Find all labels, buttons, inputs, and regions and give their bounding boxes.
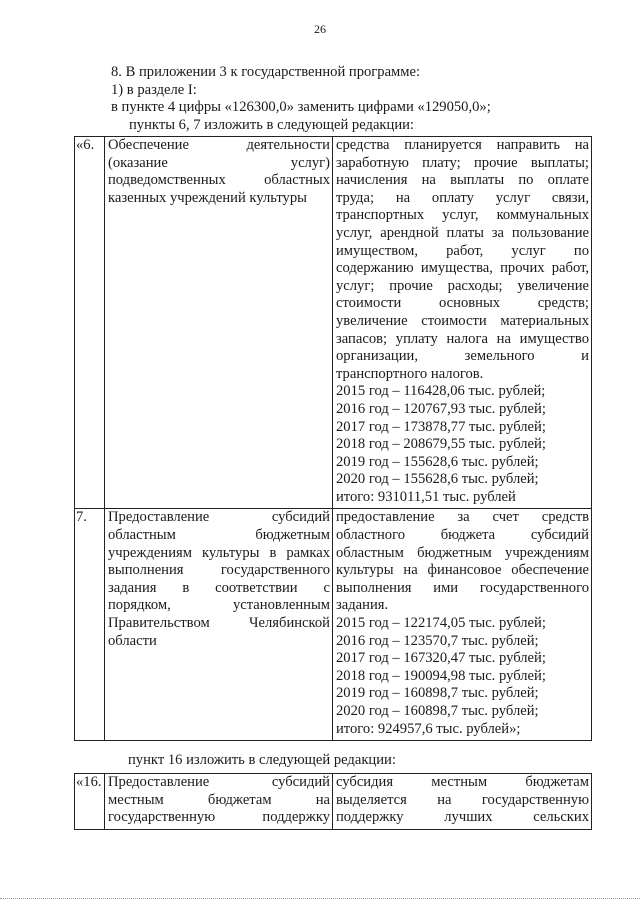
total-amount: итого: 931011,51 тыс. рублей <box>336 488 516 505</box>
intro-text <box>111 64 601 134</box>
name-line: (оказание услуг) <box>108 154 330 171</box>
year-amount: 2018 год – 208679,55 тыс. рублей; <box>336 436 546 453</box>
item16-instruction: пункт 16 изложить в следующей редакции: <box>128 752 396 768</box>
intro-line-3: в пункте 4 цифры «126300,0» заменить цифрами «129050,0»; <box>111 99 491 115</box>
intro-line-1: 8. В приложении 3 к государственной программе: <box>111 64 421 80</box>
name-line: области <box>108 632 157 649</box>
row-number: «16. <box>75 774 105 830</box>
year-amount: 2015 год – 116428,06 тыс. рублей; <box>336 383 546 400</box>
desc-line: начисления на выплаты по оплате <box>336 172 589 189</box>
desc-line: услуг, арендной платы за пользование <box>336 224 589 241</box>
desc-line: имуществом, работ, услуг по <box>336 242 589 259</box>
table-row <box>75 509 592 741</box>
year-amount: 2016 год – 123570,7 тыс. рублей; <box>336 632 539 649</box>
name-line: задания в соответствии с <box>108 579 330 596</box>
name-line: порядком, установленным <box>108 597 330 614</box>
desc-line: труда; на оплату услуг связи, <box>336 189 589 206</box>
desc-line: задания. <box>336 597 389 614</box>
row-description <box>333 509 592 741</box>
row-name <box>105 137 333 509</box>
intro-line-2: 1) в разделе I: <box>111 81 197 98</box>
desc-line: культуры на финансовое обеспечение <box>336 562 589 579</box>
total-amount: итого: 924957,6 тыс. рублей»; <box>336 720 521 737</box>
name-line: местным бюджетам на <box>108 791 330 808</box>
table-row <box>75 774 592 830</box>
name-line: Предоставление субсидий <box>108 774 330 790</box>
desc-line: субсидия местным бюджетам <box>336 774 589 790</box>
desc-line: организации, земельного и <box>336 348 589 365</box>
name-line: подведомственных областных <box>108 172 330 189</box>
name-line: государственную поддержку <box>108 809 330 826</box>
year-amount: 2018 год – 190094,98 тыс. рублей; <box>336 667 546 684</box>
desc-line: выделяется на государственную <box>336 791 589 808</box>
desc-line: областного бюджета субсидий <box>336 527 589 544</box>
row-description <box>333 774 592 830</box>
desc-line: содержанию имущества, прочих работ, <box>336 260 589 277</box>
year-amount: 2020 год – 155628,6 тыс. рублей; <box>336 471 539 488</box>
desc-line: транспортных услуг, коммунальных <box>336 207 589 224</box>
page-number: 26 <box>314 22 326 36</box>
desc-line: стоимости основных средств; <box>336 295 589 312</box>
row-name <box>105 509 333 741</box>
desc-line: увеличение стоимости материальных <box>336 312 589 329</box>
name-line: Предоставление субсидий <box>108 509 330 526</box>
year-amount: 2015 год – 122174,05 тыс. рублей; <box>336 615 546 632</box>
page-bottom-edge <box>0 898 640 899</box>
program-table-continued <box>74 773 592 830</box>
desc-line: заработную плату; прочие выплаты; <box>336 154 589 171</box>
row-description <box>333 137 592 509</box>
desc-line: средства планируется направить на <box>336 137 589 153</box>
desc-line: предоставление за счет средств <box>336 509 589 526</box>
year-amount: 2017 год – 173878,77 тыс. рублей; <box>336 418 546 435</box>
table-row <box>75 137 592 509</box>
name-line: Правительством Челябинской <box>108 615 330 632</box>
name-line: областным бюджетным <box>108 527 330 544</box>
row-number: 7. <box>75 509 105 741</box>
year-amount: 2019 год – 160898,7 тыс. рублей; <box>336 685 539 702</box>
desc-line: выполнения ими государственного <box>336 579 589 596</box>
intro-line-4: пункты 6, 7 изложить в следующей редакции: <box>129 116 414 133</box>
name-line: казенных учреждений культуры <box>108 189 307 206</box>
desc-line: поддержку лучших сельских <box>336 809 589 826</box>
desc-line: запасов; уплату налога на имущество <box>336 330 589 347</box>
row-name <box>105 774 333 830</box>
program-table <box>74 136 592 741</box>
name-line: выполнения государственного <box>108 562 330 579</box>
name-line: Обеспечение деятельности <box>108 137 330 153</box>
desc-line: услуг; прочие расходы; увеличение <box>336 277 589 294</box>
desc-line: транспортного налогов. <box>336 365 484 382</box>
year-amount: 2016 год – 120767,93 тыс. рублей; <box>336 400 546 417</box>
row-number: «6. <box>75 137 105 509</box>
desc-line: областным бюджетным учреждениям <box>336 544 589 561</box>
name-line: учреждениям культуры в рамках <box>108 544 330 561</box>
year-amount: 2019 год – 155628,6 тыс. рублей; <box>336 453 539 470</box>
year-amount: 2020 год – 160898,7 тыс. рублей; <box>336 703 539 719</box>
year-amount: 2017 год – 167320,47 тыс. рублей; <box>336 650 546 667</box>
